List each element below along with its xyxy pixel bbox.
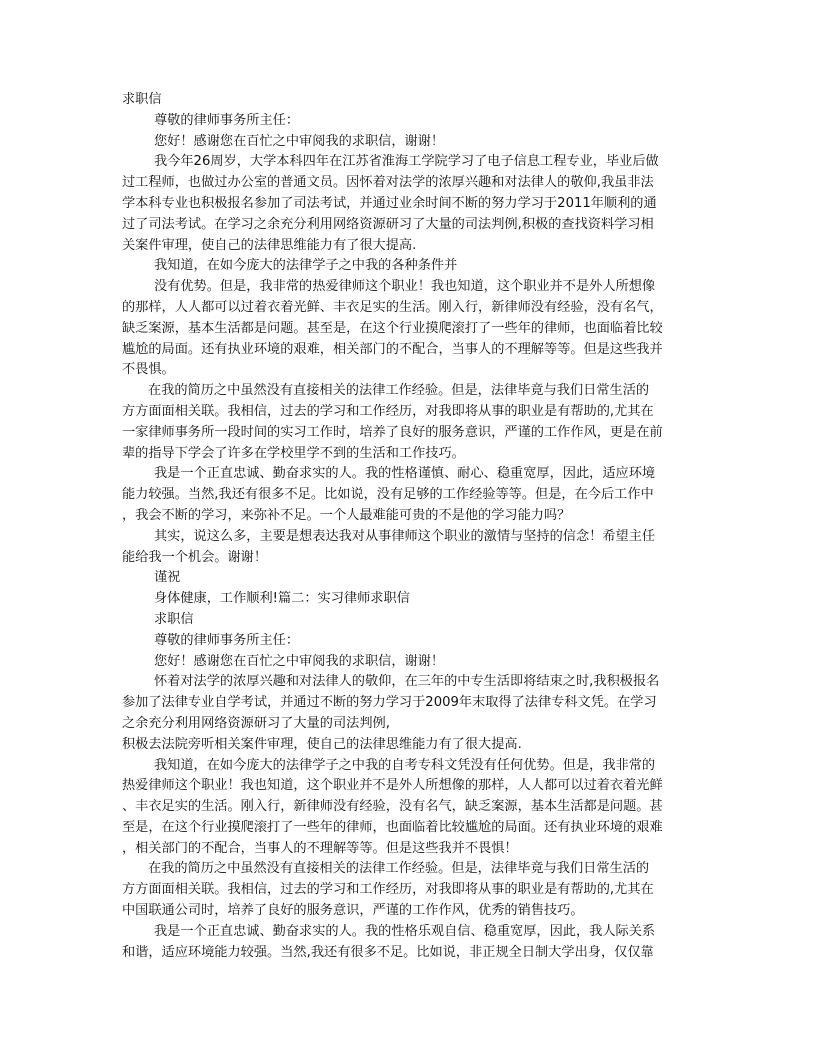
text-line: 求职信 bbox=[154, 611, 194, 627]
text-line: 的那样，人人都可以过着衣着光鲜、丰衣足实的生活。刚入行，新律师没有经验，没有名气， bbox=[122, 299, 663, 315]
document-page bbox=[122, 90, 694, 963]
text-line: 热爱律师这个职业！我也知道，这个职业并不是外人所想像的那样，人人都可以过着衣着光鲜 bbox=[122, 778, 663, 794]
text-line: 至是，在这个行业摸爬滚打了一些年的律师，也面临着比较尴尬的局面。还有执业环境的艰难 bbox=[122, 819, 663, 835]
text-line: 参加了法律专业自学考试，并通过不断的努力学习于2009年末取得了法律专科文凭。在学习 bbox=[122, 695, 657, 711]
text-line: 学本科专业也积极报名参加了司法考试，并通过业余时间不断的努力学习于2011年顺利的通 bbox=[122, 195, 657, 211]
text-line: 方方面面相关联。我相信，过去的学习和工作经历，对我即将从事的职业是有帮助的,尤其在 bbox=[122, 882, 654, 898]
text-line: 其实，说这么多，主要是想表达我对从事律师这个职业的激情与坚持的信念！希望主任 bbox=[154, 528, 656, 544]
text-line: 能给我一个机会。谢谢！ bbox=[122, 549, 268, 565]
text-line: 没有优势。但是，我非常的热爱律师这个职业！我也知道，这个职业并不是外人所想像 bbox=[154, 279, 656, 295]
text-line: 能力较强。当然,我还有很多不足。比如说，没有足够的工作经验等等。但是，在今后工作中 bbox=[122, 487, 654, 503]
text-line: 积极去法院旁听相关案件审理，使自己的法律思维能力有了很大提高. bbox=[122, 736, 522, 752]
document-title: 求职信 bbox=[122, 92, 162, 107]
text-line: 关案件审理，使自己的法律思维能力有了很大提高. bbox=[122, 237, 417, 253]
text-line: 在我的简历之中虽然没有直接相关的法律工作经验。但是，法律毕竟与我们日常生活的 bbox=[148, 861, 650, 877]
text-line: 、丰衣足实的生活。刚入行，新律师没有经验，没有名气，缺乏案源，基本生活都是问题。甚 bbox=[122, 799, 663, 815]
text-line: 方方面面相关联。我相信，过去的学习和工作经历，对我即将从事的职业是有帮助的,尤其在 bbox=[122, 403, 654, 419]
text-line: 一家律师事务所一段时间的实习工作时，培养了良好的服务意识，严谨的工作作风，更是在前 bbox=[122, 424, 663, 440]
text-line: 尊敬的律师事务所主任： bbox=[154, 112, 300, 128]
text-line: 不畏惧。 bbox=[122, 362, 175, 378]
text-line: 过了司法考试。在学习之余充分利用网络资源研习了大量的司法判例,积极的查找资料学习相 bbox=[122, 216, 654, 232]
text-line: 我今年26周岁，大学本科四年在江苏省淮海工学院学习了电子信息工程专业，毕业后做 bbox=[154, 154, 659, 170]
text-line: 您好！感谢您在百忙之中审阅我的求职信，谢谢！ bbox=[154, 133, 445, 149]
text-line: 我知道，在如今庞大的法律学子之中我的各种条件并 bbox=[154, 258, 458, 274]
text-line: 我是一个正直忠诚、勤奋求实的人。我的性格乐观自信、稳重宽厚，因此，我人际关系 bbox=[154, 923, 656, 939]
text-line: 在我的简历之中虽然没有直接相关的法律工作经验。但是，法律毕竟与我们日常生活的 bbox=[148, 383, 650, 399]
text-line: 身体健康，工作顺利!篇二：实习律师求职信 bbox=[154, 591, 410, 607]
text-line: 和谐，适应环境能力较强。当然,我还有很多不足。比如说，非正规全日制大学出身，仅仅靠 bbox=[122, 944, 654, 960]
text-line: 尴尬的局面。还有执业环境的艰难，相关部门的不配合，当事人的不理解等等。但是这些我并 bbox=[122, 341, 663, 357]
text-line: 辈的指导下学会了许多在学校里学不到的生活和工作技巧。 bbox=[122, 445, 465, 461]
text-line: 谨祝 bbox=[154, 570, 181, 586]
text-line: ，相关部门的不配合，当事人的不理解等等。但是这些我并不畏惧！ bbox=[122, 840, 518, 856]
text-line: 过工程师，也做过办公室的普通文员。因怀着对法学的浓厚兴趣和对法律人的敬仰,我虽非法 bbox=[122, 175, 654, 191]
text-line: ，我会不断的学习，来弥补不足。一个人最难能可贵的不是他的学习能力吗？ bbox=[122, 507, 571, 523]
text-line: 缺乏案源，基本生活都是问题。甚至是，在这个行业摸爬滚打了一些年的律师，也面临着比较 bbox=[122, 320, 663, 336]
text-line: 我知道，在如今庞大的法律学子之中我的自考专科文凭没有任何优势。但是，我非常的 bbox=[154, 757, 656, 773]
text-line: 您好！感谢您在百忙之中审阅我的求职信，谢谢！ bbox=[154, 653, 445, 669]
text-line: 尊敬的律师事务所主任： bbox=[154, 632, 300, 648]
text-line: 之余充分利用网络资源研习了大量的司法判例, bbox=[122, 715, 390, 731]
text-line: 我是一个正直忠诚、勤奋求实的人。我的性格谨慎、耐心、稳重宽厚，因此，适应环境 bbox=[154, 466, 656, 482]
text-line: 中国联通公司时，培养了良好的服务意识，严谨的工作作风，优秀的销售技巧。 bbox=[122, 903, 584, 919]
text-line: 怀着对法学的浓厚兴趣和对法律人的敬仰，在三年的中专生活即将结束之时,我积极报名 bbox=[154, 674, 660, 690]
